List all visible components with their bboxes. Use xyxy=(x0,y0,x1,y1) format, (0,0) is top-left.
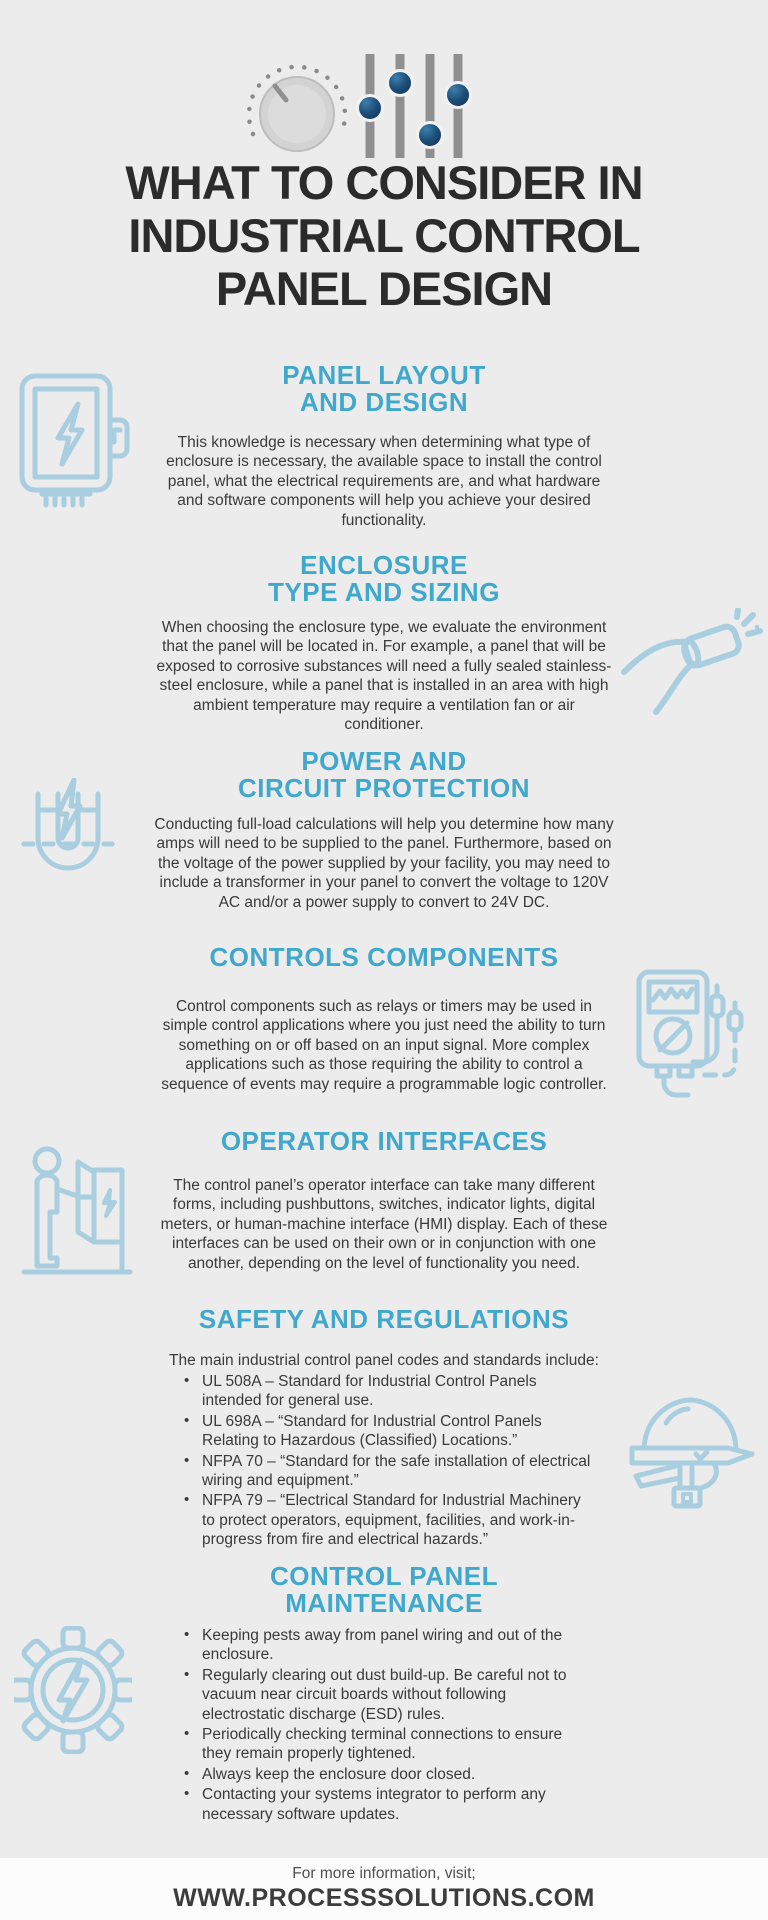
knob-and-sliders-icon xyxy=(225,48,525,173)
title-line: PANEL DESIGN xyxy=(215,262,553,315)
list-item: • UL 698A – “Standard for Industrial Control Panels Relating to Hazardous (Classified) Locations.” xyxy=(180,1412,592,1451)
section-heading-safety: SAFETY AND REGULATIONS xyxy=(198,1304,570,1334)
section-heading-maintenance: CONTROL PANEL MAINTENANCE xyxy=(270,1561,498,1618)
section-heading-power: POWER AND CIRCUIT PROTECTION xyxy=(237,746,531,803)
list-item: • Periodically checking terminal connections to ensure they remain properly tightened. xyxy=(180,1725,592,1764)
list-item: • NFPA 70 – “Standard for the safe installation of electrical wiring and equipment.” xyxy=(180,1452,592,1491)
hard-hat-icon xyxy=(622,1394,760,1512)
section-heading-panel-layout: PANEL LAYOUT AND DESIGN xyxy=(282,360,486,417)
footer-website: WWW.PROCESSSOLUTIONS.COM xyxy=(173,1884,595,1912)
list-item: • UL 508A – Standard for Industrial Control Panels intended for general use. xyxy=(180,1372,592,1411)
list-item: • Contacting your systems integrator to perform any necessary software updates. xyxy=(180,1785,592,1824)
maintenance-list xyxy=(180,1626,592,1825)
cable-spark-icon xyxy=(618,608,764,720)
title-line: INDUSTRIAL CONTROL xyxy=(128,209,640,262)
section-body-controls: Control components such as relays or timers may be used in simple control applications where you just need the ability to turn something on or off based on an input signal. More complex applications such as those requiring the ability to control a sequence of events may require a programmable logic controller. xyxy=(161,998,607,1093)
list-item: • NFPA 79 – “Electrical Standard for Industrial Machinery to protect operators, equipment, facilities, and work-in-progress from fire and electrical hazards.” xyxy=(180,1491,592,1549)
gear-bolt-icon xyxy=(14,1626,132,1754)
multimeter-icon xyxy=(634,966,748,1102)
section-heading-operator: OPERATOR INTERFACES xyxy=(220,1126,548,1156)
section-intro-safety: The main industrial control panel codes and standards include: xyxy=(169,1352,599,1369)
section-heading-enclosure: ENCLOSURE TYPE AND SIZING xyxy=(268,550,500,607)
list-item: • Always keep the enclosure door closed. xyxy=(180,1765,592,1784)
footer-note: For more information, visit; xyxy=(292,1865,476,1882)
section-body-operator: The control panel’s operator interface can take many different forms, including pushbuttons, switches, indicator lights, digital meters, or human-machine interface (HMI) display. Each of these interfaces can be used on their own or in conjunction with one another, depending on the level of functionality you need. xyxy=(160,1177,608,1272)
magnet-bolt-icon xyxy=(16,778,120,906)
section-heading-controls: CONTROLS COMPONENTS xyxy=(209,942,559,972)
list-item: • Keeping pests away from panel wiring and out of the enclosure. xyxy=(180,1626,592,1665)
electrical-panel-icon xyxy=(16,372,132,510)
title-line: WHAT TO CONSIDER IN xyxy=(125,156,643,209)
section-body-enclosure: When choosing the enclosure type, we evaluate the environment that the panel will be located in. For example, a panel that will be exposed to corrosive substances will need a fully sealed stainless-steel enclosure, while a panel that is installed in an area with high ambient temperature may require a ventilation fan or air conditioner. xyxy=(156,619,612,734)
list-item: • Regularly clearing out dust build-up. Be careful not to vacuum near circuit boards without following electrostatic discharge (ESD) rules. xyxy=(180,1666,592,1724)
section-body-power: Conducting full-load calculations will help you determine how many amps will need to be supplied to the panel. Furthermore, based on the voltage of the power supplied by your facility, you may need to include a transformer in your panel to convert the voltage to 120V AC and/or a power supply to convert to 24V DC. xyxy=(154,816,614,911)
section-body-panel-layout: This knowledge is necessary when determining what type of enclosure is necessary, the available space to install the control panel, what the electrical requirements are, and what hardware and software components will help you achieve your desired functionality. xyxy=(166,434,602,529)
page-title xyxy=(0,156,768,315)
footer xyxy=(0,1858,768,1920)
safety-standards-list xyxy=(180,1372,592,1551)
operator-panel-icon xyxy=(20,1144,134,1278)
